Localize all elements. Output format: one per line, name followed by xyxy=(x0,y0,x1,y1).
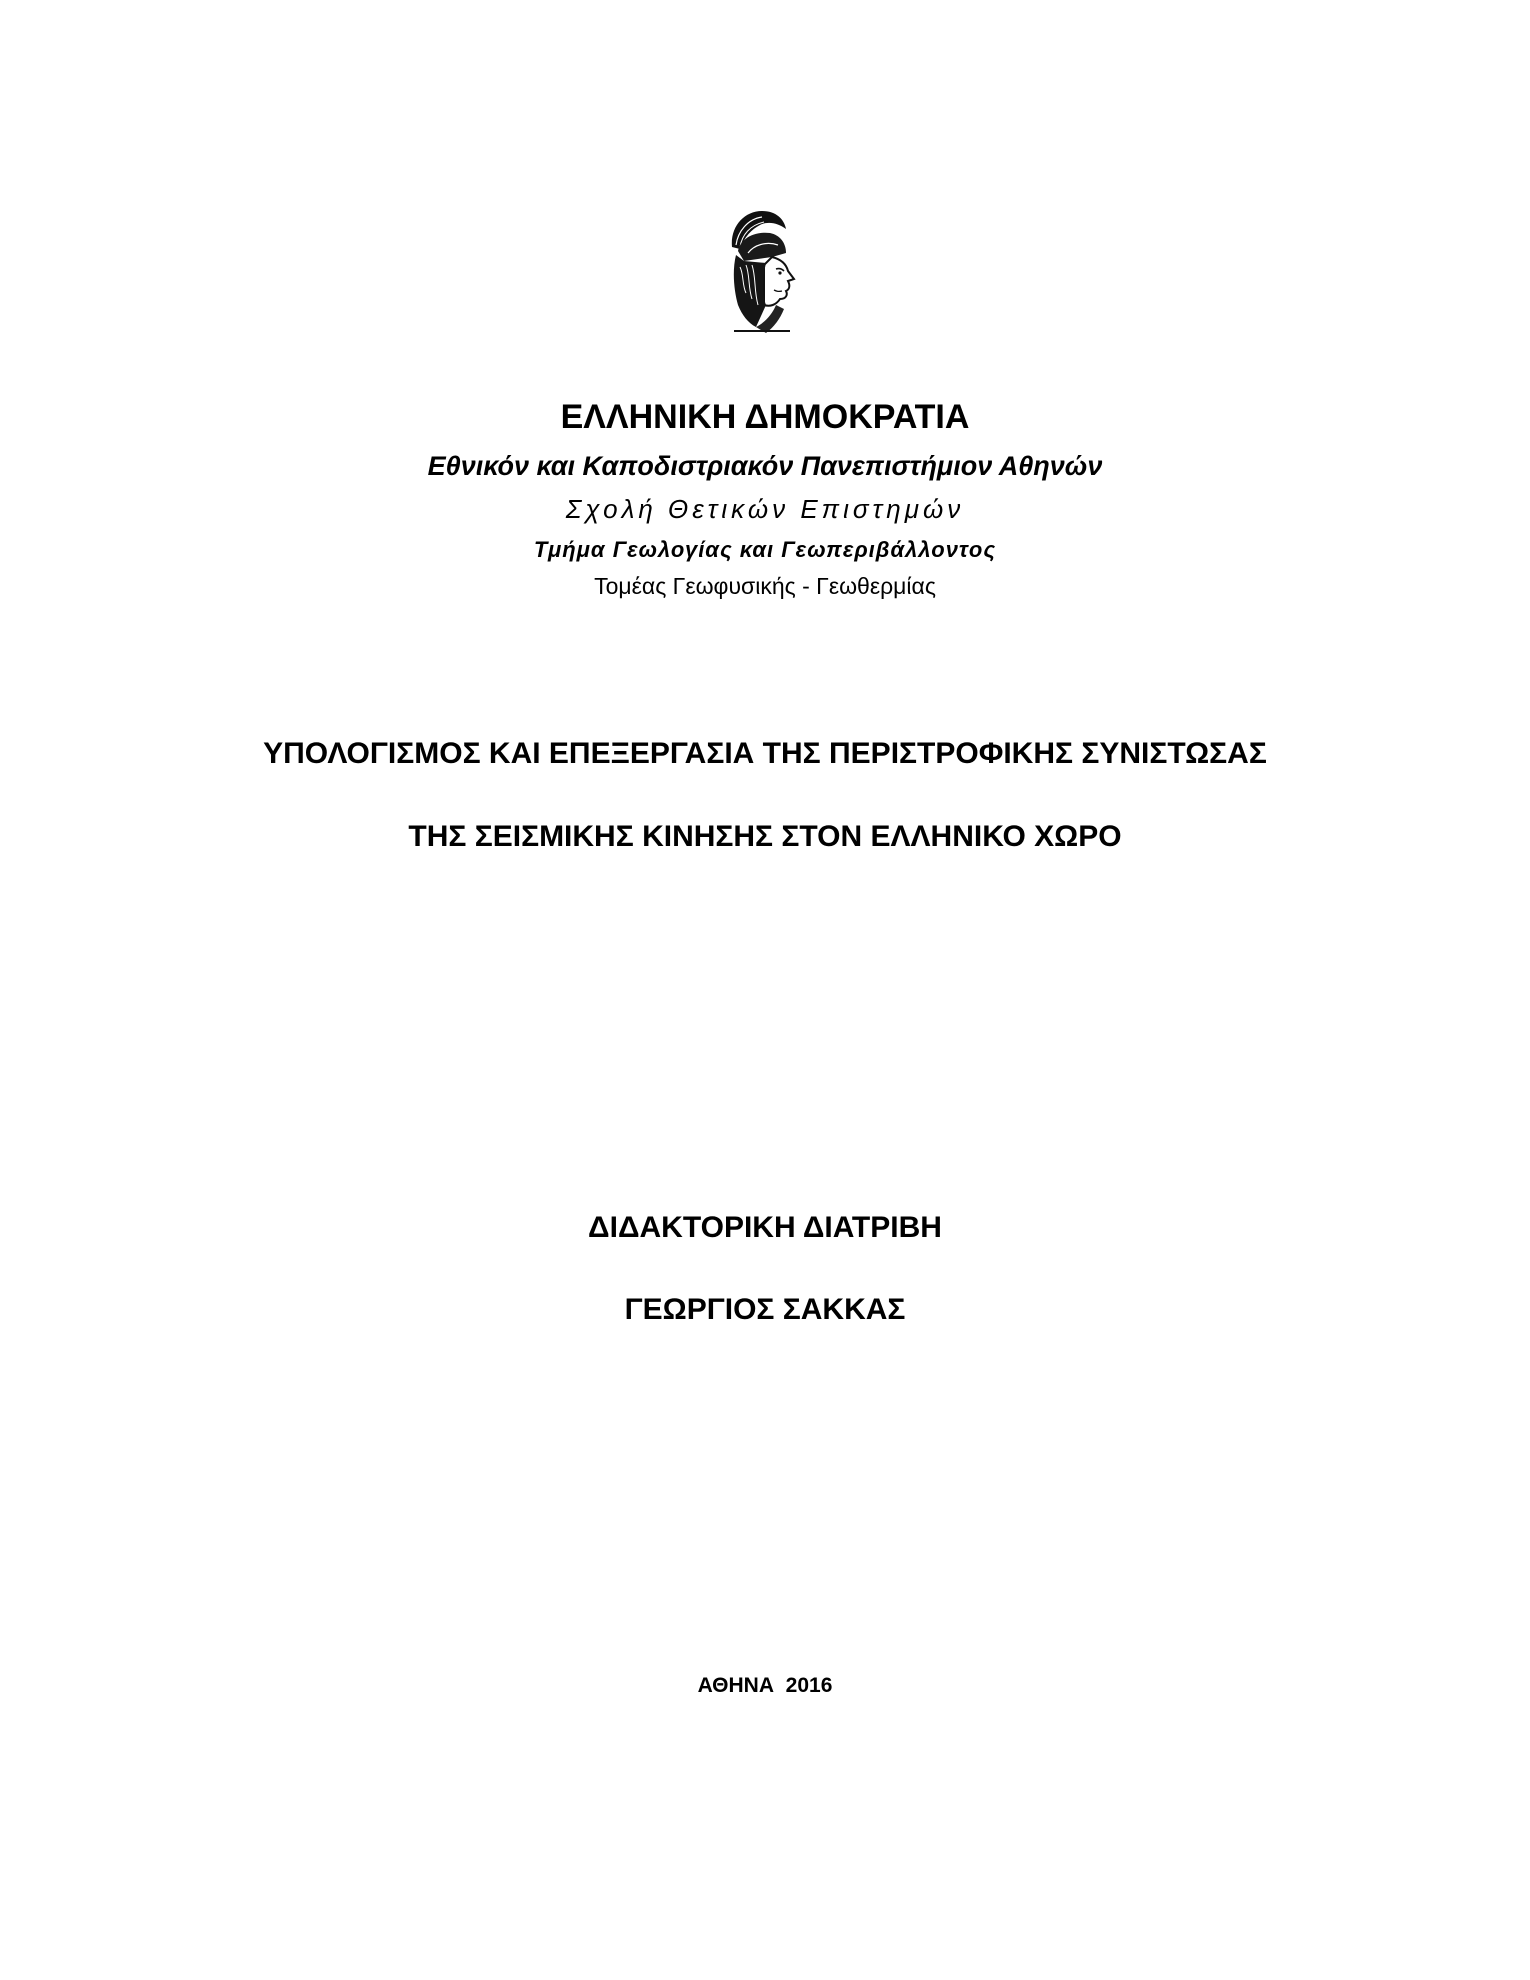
sector-name: Τομέας Γεωφυσικής - Γεωθερμίας xyxy=(594,573,936,599)
republic-heading: ΕΛΛΗΝΙΚΗ ΔΗΜΟΚΡΑΤΙΑ xyxy=(560,398,970,436)
author-name: ΓΕΩΡΓΙΟΣ ΣΑΚΚΑΣ xyxy=(624,1293,906,1326)
place-year: ΑΘΗΝΑ 2016 xyxy=(697,1674,833,1697)
thesis-title-line-1: ΥΠΟΛΟΓΙΣΜΟΣ ΚΑΙ ΕΠΕΞΕΡΓΑΣΙΑ ΤΗΣ ΠΕΡΙΣΤΡΟΦΙΚΗΣ ΣΥΝΙΣΤΩΣΑΣ xyxy=(263,737,1267,770)
athena-head-emblem-icon xyxy=(714,205,806,335)
thesis-title-line-2: ΤΗΣ ΣΕΙΣΜΙΚΗΣ ΚΙΝΗΣΗΣ ΣΤΟΝ ΕΛΛΗΝΙΚΟ ΧΩΡΟ xyxy=(408,820,1122,853)
thesis-type: ΔΙΔΑΚΤΟΡΙΚΗ ΔΙΑΤΡΙΒΗ xyxy=(588,1211,942,1244)
department-name: Τμήμα Γεωλογίας και Γεωπεριβάλλοντος xyxy=(533,537,997,562)
school-name: Σχολή Θετικών Επιστημών xyxy=(565,494,965,524)
university-name: Εθνικόν και Καποδιστριακόν Πανεπιστήμιον Αθηνών xyxy=(427,451,1103,481)
